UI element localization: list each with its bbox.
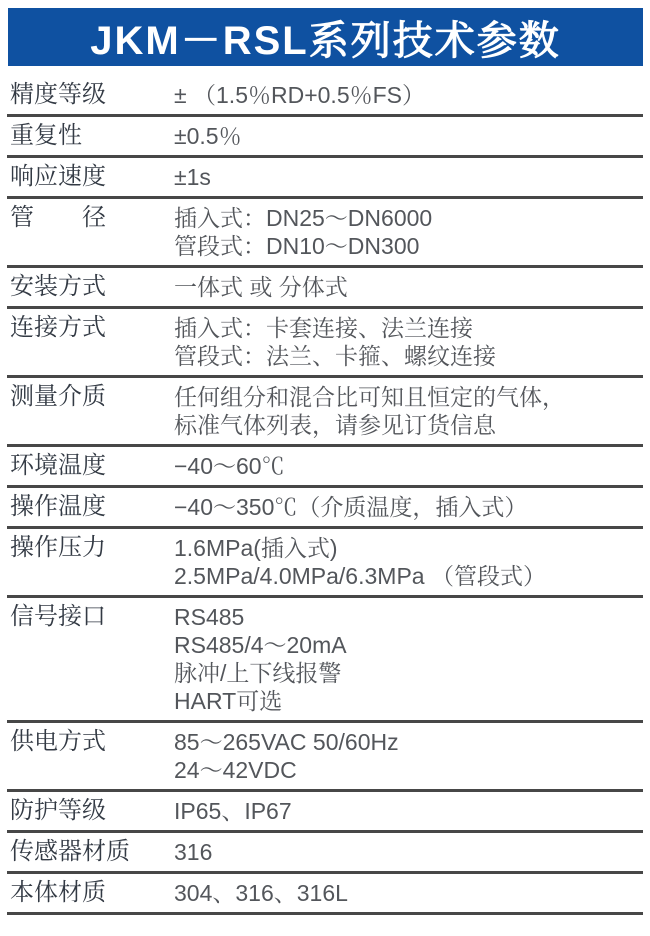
spec-value-ambient-temperature (169, 446, 643, 487)
spec-value-line: 24～42VDC (174, 757, 297, 783)
spec-value-body-material (169, 873, 643, 914)
spec-value-line: HART可选 (174, 688, 283, 714)
spec-value-connection (169, 308, 643, 377)
spec-value-pipe-diameter (169, 198, 643, 267)
table-row-operating-pressure (7, 528, 643, 597)
spec-label-measured-medium: 测量介质 (7, 377, 169, 446)
table-row-signal-interface (7, 597, 643, 722)
spec-value-repeatability (169, 116, 643, 157)
spec-value-line: 304、316、316L (174, 880, 348, 906)
spec-value-response-speed (169, 157, 643, 198)
spec-value-line: 插入式：卡套连接、法兰连接 (174, 315, 473, 341)
spec-label-accuracy: 精度等级 (7, 76, 169, 116)
table-row-accuracy (7, 76, 643, 116)
spec-value-power-supply (169, 722, 643, 791)
spec-label-operating-temperature: 操作温度 (7, 487, 169, 528)
spec-label-repeatability: 重复性 (7, 116, 169, 157)
spec-value-accuracy (169, 76, 643, 116)
spec-value-line: ± （1.5％RD+0.5％FS） (174, 82, 426, 108)
spec-table (7, 76, 643, 915)
table-row-body-material (7, 873, 643, 914)
spec-value-line: −40～350℃（介质温度，插入式） (174, 494, 528, 520)
table-row-installation (7, 267, 643, 308)
spec-label-signal-interface: 信号接口 (7, 597, 169, 722)
title-banner (8, 8, 643, 66)
spec-value-line: 85～265VAC 50/60Hz (174, 729, 399, 755)
table-row-response-speed (7, 157, 643, 198)
spec-value-line: 脉冲/上下线报警 (174, 660, 342, 686)
spec-value-line: ±0.5％ (174, 123, 242, 149)
spec-value-line: 一体式 或 分体式 (174, 274, 348, 300)
spec-value-line: 管段式：法兰、卡箍、螺纹连接 (174, 343, 496, 369)
spec-value-line: 管段式：DN10～DN300 (174, 233, 420, 259)
spec-value-protection-rating (169, 791, 643, 832)
spec-value-signal-interface (169, 597, 643, 722)
spec-label-connection: 连接方式 (7, 308, 169, 377)
table-row-measured-medium (7, 377, 643, 446)
spec-label-sensor-material: 传感器材质 (7, 832, 169, 873)
spec-value-line: −40～60℃ (174, 453, 285, 479)
spec-value-line: 任何组分和混合比可知且恒定的气体， (174, 384, 565, 410)
table-row-power-supply (7, 722, 643, 791)
spec-value-line: 标准气体列表，请参见订货信息 (174, 412, 496, 438)
spec-label-power-supply: 供电方式 (7, 722, 169, 791)
spec-value-line: 插入式：DN25～DN6000 (174, 205, 433, 231)
spec-label-installation: 安装方式 (7, 267, 169, 308)
spec-label-pipe-diameter: 管 径 (7, 198, 169, 267)
spec-value-measured-medium (169, 377, 643, 446)
page-title: JKM－RSL系列技术参数 (90, 18, 561, 63)
spec-value-line: RS485/4～20mA (174, 632, 347, 658)
spec-value-operating-temperature (169, 487, 643, 528)
table-row-sensor-material (7, 832, 643, 873)
spec-value-line: IP65、IP67 (174, 798, 292, 824)
spec-value-line: 1.6MPa(插入式) (174, 535, 338, 561)
table-row-ambient-temperature (7, 446, 643, 487)
spec-value-sensor-material (169, 832, 643, 873)
spec-value-line: ±1s (174, 164, 211, 190)
spec-label-ambient-temperature: 环境温度 (7, 446, 169, 487)
spec-label-response-speed: 响应速度 (7, 157, 169, 198)
table-row-pipe-diameter (7, 198, 643, 267)
spec-value-line: 2.5MPa/4.0MPa/6.3MPa （管段式） (174, 563, 546, 589)
table-row-protection-rating (7, 791, 643, 832)
spec-value-line: 316 (174, 839, 213, 865)
spec-label-protection-rating: 防护等级 (7, 791, 169, 832)
spec-value-installation (169, 267, 643, 308)
table-row-operating-temperature (7, 487, 643, 528)
spec-label-operating-pressure: 操作压力 (7, 528, 169, 597)
spec-value-operating-pressure (169, 528, 643, 597)
spec-sheet (0, 8, 650, 936)
spec-label-body-material: 本体材质 (7, 873, 169, 914)
table-row-connection (7, 308, 643, 377)
spec-value-line: RS485 (174, 604, 245, 630)
table-row-repeatability (7, 116, 643, 157)
